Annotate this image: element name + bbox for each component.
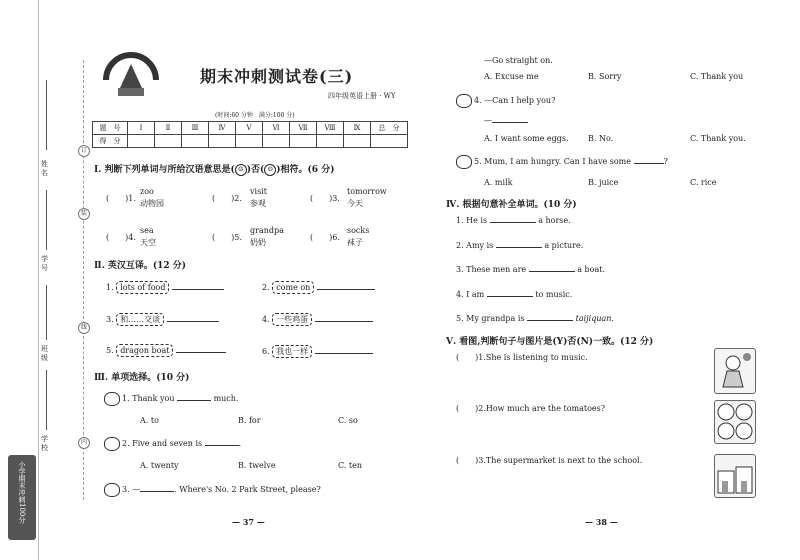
score-cell[interactable] xyxy=(236,135,263,148)
frown-face-icon: ☹ xyxy=(264,164,276,176)
series-logo-text: 小学期末冲刺100分 xyxy=(18,461,26,524)
s3-q4-option-b: B. No. xyxy=(588,134,614,143)
s1-item-num: ( )4. xyxy=(106,233,136,242)
s1-item-words xyxy=(347,186,387,210)
answer-blank[interactable] xyxy=(172,289,224,290)
smile-face-icon: ☺ xyxy=(235,164,247,176)
score-table xyxy=(92,121,408,148)
s1-item-en: tomorrow xyxy=(347,187,387,196)
s2-phrase-box: lots of food xyxy=(116,281,169,294)
s1-item-cn: 动物园 xyxy=(140,199,164,208)
s3-question-3 xyxy=(104,483,321,497)
s2-phrase-box: 我也一样 xyxy=(272,345,312,358)
s5-item-text: The supermarket is next to the school. xyxy=(485,456,643,465)
s5-item xyxy=(456,455,642,466)
name-rule xyxy=(46,80,47,150)
brand-badge xyxy=(100,50,162,100)
s4-item-post: taijiquan. xyxy=(575,314,614,323)
score-cell[interactable] xyxy=(344,135,371,148)
s1-item-words xyxy=(250,225,284,249)
s2-item xyxy=(262,314,373,325)
s3-q1-option-b: B. for xyxy=(238,416,261,425)
s2-item xyxy=(262,283,375,292)
s1-item xyxy=(212,232,242,243)
s2-item-num: 5. xyxy=(106,346,114,355)
class-rule xyxy=(46,285,47,340)
score-cell[interactable] xyxy=(209,135,236,148)
s2-item-num: 1. xyxy=(106,283,114,292)
s5-item xyxy=(456,403,605,414)
score-header-cell: Ⅰ xyxy=(128,122,155,135)
s4-item-pre: 1. He is xyxy=(456,216,488,225)
s1-item-words xyxy=(140,186,164,210)
s1-item-cn: 参观 xyxy=(250,199,266,208)
s4-item-post: a horse. xyxy=(538,216,571,225)
s4-item xyxy=(456,216,571,225)
flower-icon xyxy=(456,94,472,108)
s3-q4-option-c: C. Thank you. xyxy=(690,134,746,143)
s4-item-pre: 2. Amy is xyxy=(456,241,494,250)
s2-phrase-box: dragon boat xyxy=(116,344,173,357)
answer-blank[interactable] xyxy=(527,320,573,321)
name-label: 姓名 xyxy=(41,160,48,177)
section-1-heading-pre: Ⅰ. 判断下列单词与所给汉语意思是( xyxy=(94,165,235,175)
answer-blank[interactable] xyxy=(634,163,664,164)
time-note: (时间:60 分钟 满分:100 分) xyxy=(215,112,295,119)
answer-blank[interactable] xyxy=(315,353,373,354)
score-cell[interactable] xyxy=(128,135,155,148)
score-cell[interactable] xyxy=(155,135,182,148)
school-label: 学校 xyxy=(41,435,48,452)
s4-item-post: a picture. xyxy=(544,241,584,250)
s1-item-num: ( )3. xyxy=(310,194,340,203)
s2-item-num: 3. xyxy=(106,315,114,324)
s2-item-num: 2. xyxy=(262,283,270,292)
s3-q3-reply: —Go straight on. xyxy=(484,56,553,65)
s1-item-words xyxy=(347,225,369,249)
s3-q5-stem-end: ? xyxy=(663,157,668,166)
strip-border xyxy=(38,0,39,560)
s3-q3-option-a: A. Excuse me xyxy=(484,72,539,81)
flower-icon xyxy=(456,155,472,169)
page-title: 期末冲刺测试卷(三) xyxy=(200,67,354,86)
s2-phrase-box: 和……交谈 xyxy=(116,313,164,326)
s4-item xyxy=(456,265,605,274)
score-cell[interactable] xyxy=(263,135,290,148)
s2-phrase-box: 一些鸡蛋 xyxy=(272,313,312,326)
page-number-right: — 38 — xyxy=(585,517,618,527)
s2-item-num: 6. xyxy=(262,347,270,356)
s1-item-num: ( )5. xyxy=(212,233,242,242)
s4-item xyxy=(456,290,572,299)
cut-line xyxy=(83,60,84,500)
binding-mark: 装 xyxy=(78,208,90,220)
s4-item-pre: 4. I am xyxy=(456,290,485,299)
s5-item-text: How much are the tomatoes? xyxy=(485,404,606,413)
s1-item-cn: 袜子 xyxy=(347,238,363,247)
flower-icon xyxy=(104,392,120,406)
s3-question-1 xyxy=(104,392,238,406)
s4-item-pre: 5. My grandpa is xyxy=(456,314,525,323)
section-2-heading: Ⅱ. 英汉互译。(12 分) xyxy=(94,261,187,271)
s3-q5-option-c: C. rice xyxy=(690,178,717,187)
s1-item-cn: 奶奶 xyxy=(250,238,266,247)
section-3-heading: Ⅲ. 单项选择。(10 分) xyxy=(94,373,190,383)
s1-item-cn: 天空 xyxy=(140,238,156,247)
s1-item-words xyxy=(140,225,156,249)
score-header-cell: Ⅸ xyxy=(344,122,371,135)
s3-q5-option-a: A. milk xyxy=(484,178,513,187)
s1-item-cn: 今天 xyxy=(347,199,363,208)
s3-q3-option-c: C. Thank you xyxy=(690,72,744,81)
score-header-cell: Ⅵ xyxy=(263,122,290,135)
score-header-cell: Ⅱ xyxy=(155,122,182,135)
s1-item-en: socks xyxy=(347,226,370,235)
answer-blank[interactable] xyxy=(492,122,528,123)
s1-item-en: zoo xyxy=(140,187,154,196)
answer-blank[interactable] xyxy=(205,445,239,446)
student-id-label: 学号 xyxy=(41,255,48,272)
s3-q4-reply xyxy=(484,116,528,125)
score-header-cell: Ⅶ xyxy=(290,122,317,135)
girl-music-picture xyxy=(714,348,756,394)
s5-item xyxy=(456,352,588,363)
score-header-cell: 题 号 xyxy=(93,122,128,135)
s3-q4-stem: 4. —Can I help you? xyxy=(474,96,556,105)
s3-q2-option-a: A. twenty xyxy=(140,461,179,470)
s5-item-num: ( )3. xyxy=(456,456,486,465)
s1-item xyxy=(310,193,340,204)
answer-blank[interactable] xyxy=(140,491,174,492)
s1-item-num: ( )6. xyxy=(310,233,340,242)
section-5-heading: Ⅴ. 看图,判断句子与图片是(Y)否(N)一致。(12 分) xyxy=(446,337,654,347)
s3-question-5 xyxy=(456,155,668,169)
s3-q5-stem: 5. Mum, I am hungry. Can I have some xyxy=(474,157,631,166)
s4-item-pre: 3. These men are xyxy=(456,265,527,274)
s5-item-num: ( )2. xyxy=(456,404,486,413)
score-row-label: 得 分 xyxy=(93,135,128,148)
s1-item-en: sea xyxy=(140,226,154,235)
s1-item xyxy=(212,193,242,204)
score-header-cell: Ⅳ xyxy=(209,122,236,135)
s3-q4-option-a: A. I want some eggs. xyxy=(484,134,569,143)
score-header-cell: Ⅴ xyxy=(236,122,263,135)
s3-question-2 xyxy=(104,437,241,451)
binding-mark: 订 xyxy=(78,145,90,157)
s2-phrase-box: come on xyxy=(272,281,314,294)
s3-q2-stem: 2. Five and seven is xyxy=(122,439,203,448)
class-label: 班级 xyxy=(41,345,48,362)
score-cell[interactable] xyxy=(182,135,209,148)
s4-item xyxy=(456,314,614,323)
s2-item xyxy=(106,314,219,325)
flower-icon xyxy=(104,483,120,497)
s3-question-4 xyxy=(456,94,555,108)
s1-item-words xyxy=(250,186,267,210)
answer-blank[interactable] xyxy=(315,321,373,322)
s3-q2-option-c: C. ten xyxy=(338,461,363,470)
binding-mark: 线 xyxy=(78,322,90,334)
answer-blank[interactable] xyxy=(317,289,375,290)
answer-blank[interactable] xyxy=(496,247,542,248)
grade-label: 四年级英语上册 · WY xyxy=(328,92,396,100)
answer-blank[interactable] xyxy=(529,271,575,272)
s3-q1-stem-end: much. xyxy=(213,394,239,403)
s3-q1-stem: 1. Thank you xyxy=(122,394,175,403)
answer-blank[interactable] xyxy=(490,222,536,223)
s1-item xyxy=(106,232,136,243)
flower-icon xyxy=(104,437,120,451)
s4-item-post: a boat. xyxy=(577,265,605,274)
tomatoes-picture xyxy=(714,400,756,444)
answer-blank[interactable] xyxy=(177,400,211,401)
s3-q3-option-b: B. Sorry xyxy=(588,72,622,81)
answer-blank[interactable] xyxy=(176,352,226,353)
page-number-left: — 37 — xyxy=(232,517,265,527)
score-cell[interactable] xyxy=(290,135,317,148)
s3-q5-option-b: B. juice xyxy=(588,178,619,187)
binding-mark: 内 xyxy=(78,437,90,449)
s2-item xyxy=(106,283,224,292)
score-header-cell: Ⅲ xyxy=(182,122,209,135)
s1-item-num: ( )1. xyxy=(106,194,136,203)
binding-strip xyxy=(0,0,90,560)
s4-item-post: to music. xyxy=(535,290,573,299)
student-id-rule xyxy=(46,190,47,250)
s2-item-num: 4. xyxy=(262,315,270,324)
school-rule xyxy=(46,370,47,430)
s2-item xyxy=(106,346,226,355)
s3-q1-option-c: C. so xyxy=(338,416,358,425)
section-4-heading: Ⅳ. 根据句意补全单词。(10 分) xyxy=(446,200,577,210)
s3-q3-stem: 3. — xyxy=(122,485,141,494)
supermarket-school-picture xyxy=(714,454,756,498)
s3-q3-stem-end: . Where's No. 2 Park Street, please? xyxy=(174,485,321,494)
s5-item-text: She is listening to music. xyxy=(485,353,588,362)
answer-blank[interactable] xyxy=(167,321,219,322)
s2-item xyxy=(262,346,373,357)
s3-q2-stem-end: . xyxy=(238,439,242,448)
s1-item-num: ( )2. xyxy=(212,194,242,203)
s3-q1-option-a: A. to xyxy=(140,416,159,425)
score-cell[interactable] xyxy=(371,135,408,148)
score-header-cell: 总 分 xyxy=(371,122,408,135)
answer-blank[interactable] xyxy=(487,296,533,297)
score-cell[interactable] xyxy=(317,135,344,148)
s5-item-num: ( )1. xyxy=(456,353,486,362)
series-logo-band xyxy=(8,455,36,540)
section-1-heading-mid: )否( xyxy=(246,165,265,175)
section-1-heading-post: )相符。(6 分) xyxy=(276,165,335,175)
score-header-cell: Ⅷ xyxy=(317,122,344,135)
s1-item xyxy=(310,232,340,243)
s1-item-en: grandpa xyxy=(250,226,284,235)
s3-q2-option-b: B. twelve xyxy=(238,461,276,470)
s4-item xyxy=(456,241,583,250)
s3-q4-reply-dash: — xyxy=(484,116,492,125)
s1-item xyxy=(106,193,136,204)
section-1-heading xyxy=(94,162,334,176)
s1-item-en: visit xyxy=(250,187,267,196)
